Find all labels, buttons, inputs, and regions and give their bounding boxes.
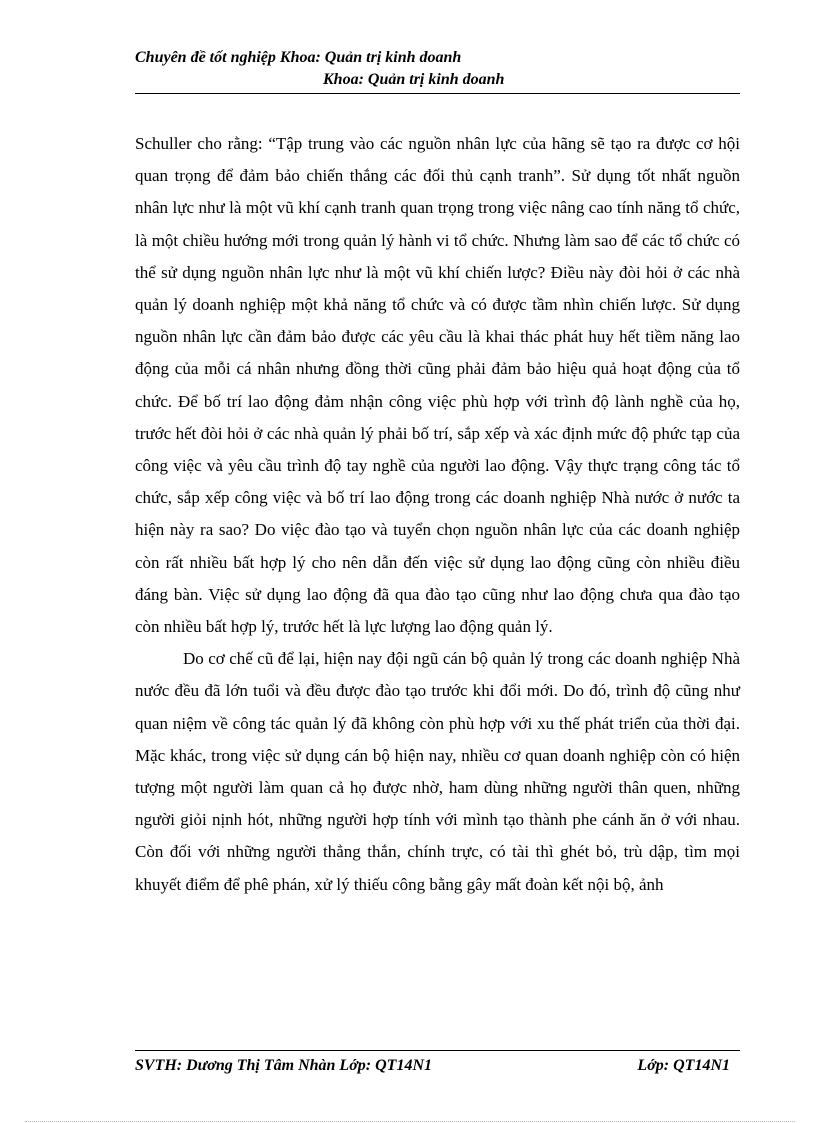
footer-student-info: SVTH: Dương Thị Tâm Nhàn Lớp: QT14N1 <box>135 1057 432 1074</box>
header-divider <box>135 93 740 94</box>
header-faculty-line: Khoa: Quản trị kinh doanh <box>323 71 505 88</box>
body-paragraph: Do cơ chế cũ để lại, hiện nay đội ngũ cán bộ quản lý trong các doanh nghiệp Nhà nước đều đã lớn tuổi và đều được đào tạo trước khi đổi mới. Do đó, trình độ cũng như quan niệm về công tác quản lý đã không còn phù hợp với xu thế phát triển của thời đại. Mặc khác, trong việc sử dụng cán bộ hiện nay, nhiều cơ quan doanh nghiệp còn có hiện tượng một người làm quan cả họ được nhờ, ham dùng những người thân quen, những người giỏi nịnh hót, những người hợp tính với mình tạo thành phe cánh ăn ở với nhau. Còn đối với những người thẳng thắn, chính trực, có tài thì ghét bỏ, trù dập, tìm mọi khuyết điểm để phê phán, xử lý thiếu công bằng gây mất đoàn kết nội bộ, ảnh <box>135 649 740 894</box>
page-boundary <box>25 1121 795 1122</box>
header-title-line: Chuyên đề tốt nghiệp Khoa: Quản trị kinh doanh <box>135 49 462 66</box>
page-header <box>135 47 740 91</box>
page-footer <box>135 1055 740 1077</box>
footer-divider <box>135 1050 740 1051</box>
footer-class-info: Lớp: QT14N1 <box>637 1057 730 1074</box>
document-body <box>135 128 740 901</box>
body-paragraph: Schuller cho rằng: “Tập trung vào các nguồn nhân lực của hãng sẽ tạo ra được cơ hội quan trọng để đảm bảo chiến thắng các đối thủ cạnh tranh”. Sử dụng tốt nhất nguồn nhân lực như là một vũ khí cạnh tranh quan trọng trong việc nâng cao tính năng tổ chức, là một chiều hướng mới trong quản lý hành vi tổ chức. Nhưng làm sao để các tổ chức có thể sử dụng nguồn nhân lực như là một vũ khí chiến lược? Điều này đòi hỏi ở các nhà quản lý doanh nghiệp một khả năng tổ chức và có được tầm nhìn chiến lược. Sử dụng nguồn nhân lực cần đảm bảo được các yêu cầu là khai thác phát huy hết tiềm năng lao động của mỗi cá nhân nhưng đồng thời cũng phải đảm bảo hiệu quả hoạt động của tổ chức. Để bố trí lao động đảm nhận công việc phù hợp với trình độ lành nghề của họ, trước hết đòi hỏi ở các nhà quản lý phải bố trí, sắp xếp và xác định mức độ phức tạp của công việc và yêu cầu trình độ tay nghề của người lao động. Vậy thực trạng công tác tổ chức, sắp xếp công việc và bố trí lao động trong các doanh nghiệp Nhà nước ở nước ta hiện này ra sao? Do việc đào tạo và tuyển chọn nguồn nhân lực của các doanh nghiệp còn rất nhiều bất hợp lý cho nên dẫn đến việc sử dụng lao động cũng còn nhiều điều đáng bàn. Việc sử dụng lao động đã qua đào tạo cũng như lao động chưa qua đào tạo còn nhiều bất hợp lý, trước hết là lực lượng lao động quản lý. <box>135 134 740 637</box>
